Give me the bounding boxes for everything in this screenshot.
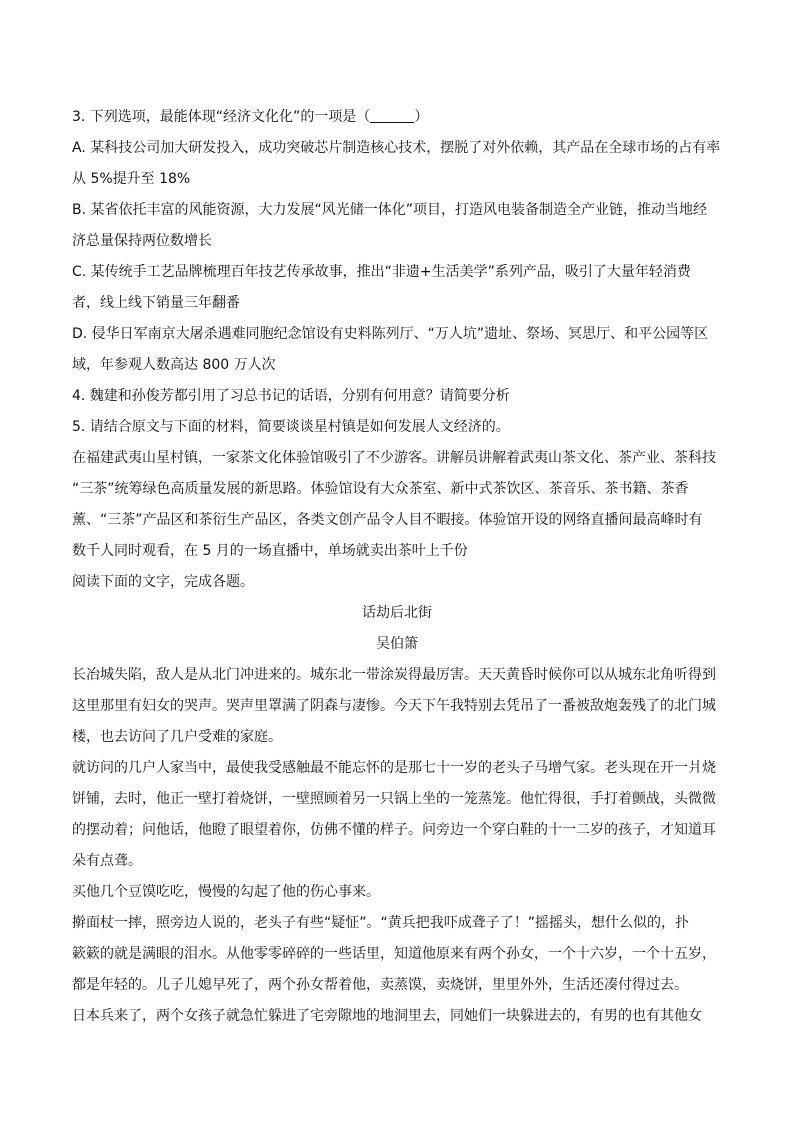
paragraph-2-line-4: 朵有点聋。 — [72, 853, 142, 869]
paragraph-1-line-1: 长冶城失陷，敌人是从北门冲进来的。城东北一带涂炭得最厉害。天天黄昏时候你可以从城东北角听得到 — [72, 667, 716, 683]
question-3-stem — [72, 102, 722, 133]
question-5: 5. 请结合原文与下面的材料，简要谈谈星村镇是如何发展人文经济的。 — [72, 419, 510, 435]
paragraph-2-line-2: 饼铺，去时，他正一壁打着烧饼，一壁照顾着另一只锅上坐的一笼蒸笼。他忙得很，手打着颤战，头微微 — [72, 791, 716, 807]
paragraph-2-line-1: 就访问的几户人家当中，最使我受感触最不能忘怀的是那七十一岁的老头子马增气家。老头现在开一爿烧 — [72, 760, 716, 776]
paragraph-1-line-3: 楼，也去访问了几户受难的家庭。 — [72, 729, 282, 745]
material-line-4: 数千人同时观看，在 5 月的一场直播中，单场就卖出茶叶上千份 — [72, 543, 468, 559]
article-author: 吴伯箫 — [376, 636, 418, 652]
material-line-2: “三茶”统筹绿色高质量发展的新思路。体验馆设有大众茶室、新中式茶饮区、茶音乐、茶书籍、茶香 — [72, 481, 689, 497]
option-b-line-2: 济总量保持两位数增长 — [72, 233, 212, 249]
paragraph-2-line-3: 的摆动着；问他话，他瞪了眼望着你，仿佛不懂的样子。问旁边一个穿白鞋的十一二岁的孩子，才知道耳 — [72, 822, 716, 838]
option-d-line-1: D. 侵华日军南京大屠杀遇难同胞纪念馆设有史料陈列厅、“万人坑”遗址、祭场、冥思厅、和平公园等区 — [72, 326, 709, 342]
article-title: 话劫后北街 — [362, 605, 432, 621]
paragraph-4-line-3: 都是年轻的。儿子儿媳早死了，两个孙女帮着他，卖蒸馍，卖烧饼，里里外外，生活还凑付得过去。 — [72, 977, 688, 993]
question-3-stem-after: ） — [414, 109, 429, 125]
document-page — [72, 102, 722, 1032]
material-line-1: 在福建武夷山星村镇，一家茶文化体验馆吸引了不少游客。讲解员讲解着武夷山茶文化、茶产业、茶科技 — [72, 450, 716, 466]
paragraph-3-line-1: 买他几个豆馍吃吃，慢慢的勾起了他的伤心事来。 — [72, 884, 380, 900]
option-c-line-2: 者，线上线下销量三年翻番 — [72, 295, 240, 311]
reading-instruction: 阅读下面的文字，完成各题。 — [72, 574, 254, 590]
option-b-line-1: B. 某省依托丰富的风能资源，大力发展“风光储一体化”项目，打造风电装备制造全产业链，推动当地经 — [72, 202, 708, 218]
option-a-line-2: 从 5%提升至 18% — [72, 171, 191, 187]
paragraph-4-line-2: 簌簌的就是满眼的泪水。从他零零碎碎的一些话里，知道他原来有两个孙女，一个十六岁，一个十五岁， — [72, 946, 716, 962]
material-line-3: 薰、“三茶”产品区和茶衍生产品区，各类文创产品令人目不暇接。体验馆开设的网络直播间最高峰时有 — [72, 512, 703, 528]
option-a-line-1: A. 某科技公司加大研发投入，成功突破芯片制造核心技术，摆脱了对外依赖，其产品在全球市场的占有率 — [72, 140, 721, 156]
option-c-line-1: C. 某传统手工艺品牌梳理百年技艺传承故事，推出“非遗+生活美学”系列产品，吸引了大量年轻消费 — [72, 264, 691, 280]
question-4: 4. 魏建和孙俊芳都引用了习总书记的话语，分别有何用意？请简要分析 — [72, 388, 510, 404]
paragraph-5-line-1: 日本兵来了，两个女孩子就急忙躲进了宅旁隙地的地洞里去，同她们一块躲进去的，有男的也有其他女 — [72, 1008, 702, 1024]
answer-blank — [370, 108, 414, 123]
question-3-stem-before: 3. 下列选项，最能体现“经济文化化”的一项是（ — [72, 109, 371, 125]
paragraph-1-line-2: 这里那里有妇女的哭声。哭声里罩满了阴森与凄惨。今天下午我特别去凭吊了一番被敌炮轰残了的北门城 — [72, 698, 716, 714]
paragraph-4-line-1: 擀面杖一摔，照旁边人说的，老头子有些“疑怔”。“黄兵把我吓成聋子了！”摇摇头，想什么似的，扑 — [72, 915, 690, 931]
option-d-line-2: 域，年参观人数高达 800 万人次 — [72, 357, 276, 373]
